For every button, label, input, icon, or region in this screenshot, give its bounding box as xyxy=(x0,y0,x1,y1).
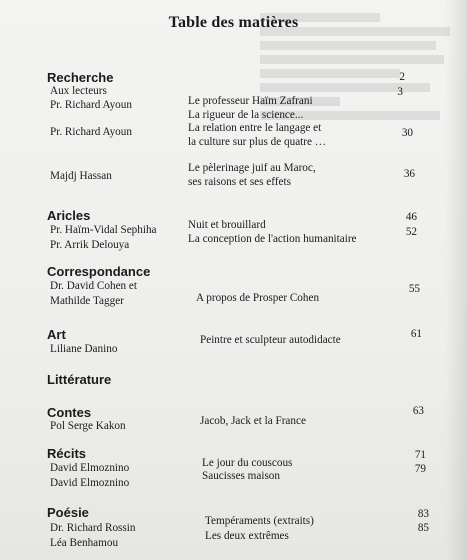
page-number: 30 xyxy=(401,127,413,139)
toc-article-title: Le pèlerinage juif au Maroc, xyxy=(188,162,316,174)
page-number: 3 xyxy=(397,86,403,98)
toc-article-title: Peintre et sculpteur autodidacte xyxy=(200,334,341,346)
toc-author: Léa Benhamou xyxy=(50,537,119,549)
section-heading-contes: Contes xyxy=(47,405,92,420)
toc-author: Pr. Richard Ayoun xyxy=(50,126,132,138)
toc-article-title: la culture sur plus de quatre … xyxy=(188,136,326,148)
toc-author: Pr. Arrik Delouya xyxy=(50,239,130,251)
section-heading-litterature: Littérature xyxy=(47,372,112,387)
section-heading-recherche: Recherche xyxy=(47,70,114,85)
toc-article-title: Nuit et brouillard xyxy=(188,219,266,231)
toc-article-title: Saucisses maison xyxy=(202,470,280,482)
page-number: 71 xyxy=(414,449,426,461)
toc-article-title: Les deux extrêmes xyxy=(205,530,289,542)
toc-article-title: Le jour du couscous xyxy=(202,457,293,469)
toc-author: Pol Serge Kakon xyxy=(50,420,126,432)
toc-author: David Elmoznino xyxy=(50,462,130,474)
toc-article-title: A propos de Prosper Cohen xyxy=(196,292,320,304)
toc-article-title: La rigueur de la science... xyxy=(188,109,304,121)
toc-author: Pr. Richard Ayoun xyxy=(50,99,132,111)
page-edge-shadow xyxy=(445,0,467,560)
toc-author: Liliane Danino xyxy=(50,343,118,355)
page-number: 83 xyxy=(417,508,429,520)
toc-author: Dr. Richard Rossin xyxy=(50,522,136,534)
toc-article-title: ses raisons et ses effets xyxy=(188,176,291,188)
toc-article-title: Le professeur Haïm Zafrani xyxy=(188,95,313,107)
page-number: 36 xyxy=(403,168,415,180)
page-title: Table des matières xyxy=(168,14,299,31)
toc-article-title: La relation entre le langage et xyxy=(188,122,322,134)
toc-article-title: Tempéraments (extraits) xyxy=(205,515,314,527)
toc-author: Majdj Hassan xyxy=(50,170,112,182)
section-heading-poesie: Poésie xyxy=(47,505,89,520)
page-number: 46 xyxy=(405,211,417,223)
page-number: 55 xyxy=(408,283,420,295)
section-heading-correspondance: Correspondance xyxy=(47,264,151,279)
section-heading-art: Art xyxy=(47,327,66,342)
toc-article-title: Jacob, Jack et la France xyxy=(200,415,306,427)
toc-author: Aux lecteurs xyxy=(50,85,107,97)
page-number: 2 xyxy=(399,71,405,83)
toc-author: Dr. David Cohen et xyxy=(50,280,137,292)
section-heading-recits: Récits xyxy=(47,446,87,461)
toc-author: David Elmoznino xyxy=(50,477,130,489)
page-number: 61 xyxy=(410,328,422,340)
page-number: 52 xyxy=(405,226,417,238)
toc-article-title: La conception de l'action humanitaire xyxy=(188,233,357,245)
page-number: 79 xyxy=(414,463,426,475)
section-heading-articles: Aricles xyxy=(47,208,91,223)
toc-author: Mathilde Tagger xyxy=(50,295,124,307)
page-number: 63 xyxy=(412,405,424,417)
page-number: 85 xyxy=(417,522,429,534)
toc-author: Pr. Haïm-Vidal Sephiha xyxy=(50,224,157,236)
